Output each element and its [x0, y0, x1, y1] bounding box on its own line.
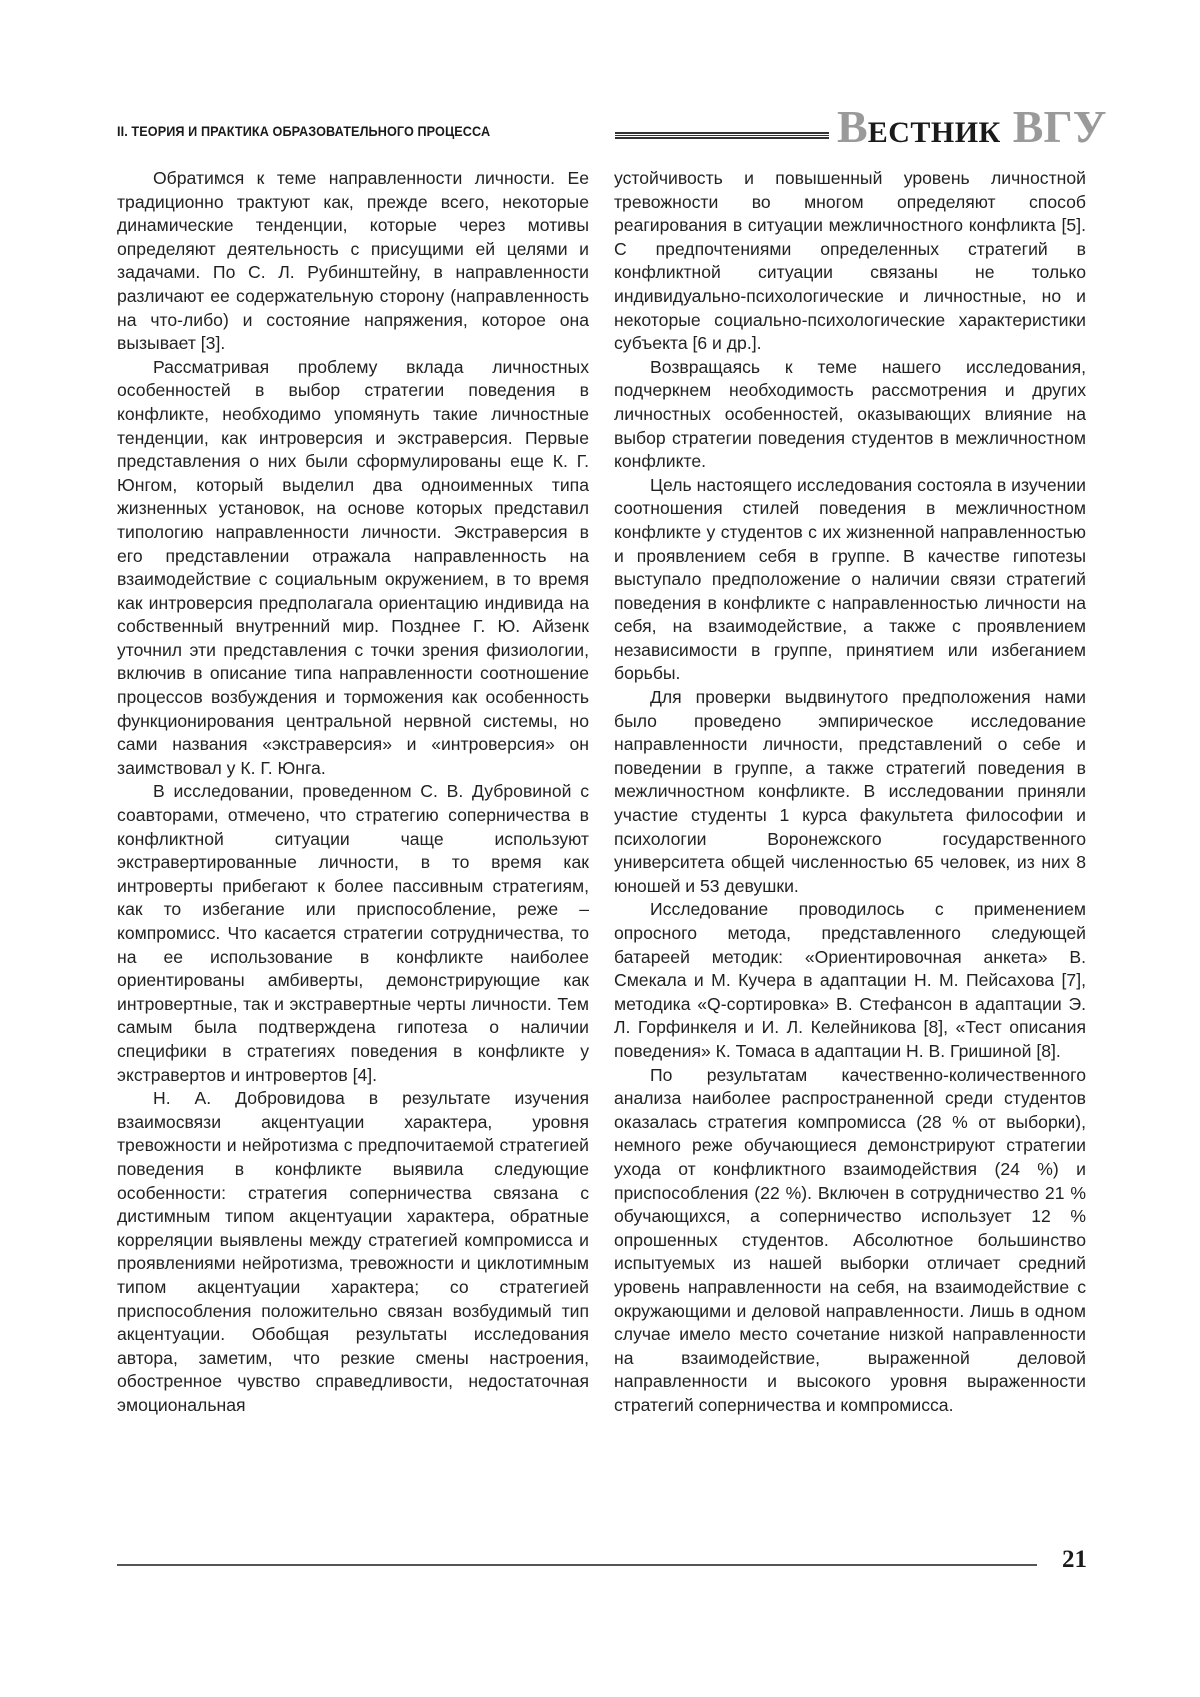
paragraph: Возвращаясь к теме нашего исследования, подчеркнем необходимость рассмотрения и других личностных особенностей, оказывающих влияние на выбор стратегии поведения студентов в межличностном конфликте.: [614, 356, 1086, 472]
footer-rule: [117, 1564, 1037, 1566]
running-header: [117, 101, 1107, 152]
paragraph: Обратимся к теме направленности личности. Ее традиционно трактуют как, прежде всего, некоторые динамические тенденции, которые через мотивы определяют деятельность с присущими ей целями и задачами. По С. Л. Рубинштейну, в направленности различают ее содержательную сторону (направленность на что-либо) и состояние напряжения, которое она вызывает [3].: [117, 168, 589, 354]
paragraph: Исследование проводилось с применением опросного метода, представленного следующей батареей методик: «Ориентировочная анкета» В. Смекала и М. Кучера в адаптации Н. М. Пейсахова [7], методика «Q-сортировка» В. Стефансон в адаптации Э. Л. Горфинкеля и И. Л. Келейникова [8], «Тест описания поведения» К. Томаса в адаптации Н. В. Гришиной [8].: [614, 899, 1086, 1061]
paragraph: В исследовании, проведенном С. В. Дубровиной с соавторами, отмечено, что стратегию соперничества в конфликтной ситуации чаще используют экстравертированные личности, в то время как интроверты прибегают к более пассивным стратегиям, как то избегание или приспособление, реже – компромисс. Что касается стратегии сотрудничества, то на ее использование в конфликте наиболее ориентированы амбиверты, демонстрирующие как интровертные, так и экстравертные черты личности. Тем самым была подтверждена гипотеза о наличии специфики в стратегиях поведения в конфликте у экстравертов и интровертов [4].: [117, 781, 589, 1085]
paragraph: Н. А. Добровидова в результате изучения взаимосвязи акцентуации характера, уровня тревожности и нейротизма с предпочитаемой стратегией поведения в конфликте выявила следующие особенности: стратегия соперничества связана с дистимным типом акцентуации характера, обратные корреляции выявлены между стратегией компромисса и проявлениями нейротизма, тревожности и циклотимным типом акцентуации характера; со стратегией приспособления положительно связан возбудимый тип акцентуации. Обобщая результаты исследования автора, заметим, что резкие смены настроения, обостренное чувство справедливости, недостаточная эмоциональная: [117, 1088, 589, 1415]
header-rule: [615, 132, 829, 139]
journal-logo-rest: ЕСТНИК: [867, 116, 1001, 149]
journal-logo-abbr: ВГУ: [1012, 101, 1107, 152]
left-column: [117, 167, 589, 1417]
paragraph: По результатам качественно-количественного анализа наиболее распространенной среди студентов оказалась стратегия компромисса (28 % от выборки), немного реже обучающиеся демонстрируют стратегии ухода от конфликтного взаимодействия (24 %) и приспособления (22 %). Включен в сотрудничество 21 % обучающихся, а соперничество использует 12 % опрошенных студентов. Абсолютное большинство испытуемых из нашей выборки отличает средний уровень направленности на себя, на взаимодействие с окружающими и деловой направленности. Лишь в одном случае имело место сочетание низкой направленности на взаимодействие, выраженной деловой направленности и высокого уровня выраженности стратегий соперничества и компромисса.: [614, 1064, 1086, 1415]
paragraph: Цель настоящего исследования состояла в изучении соотношения стилей поведения в межличностном конфликте у студентов с их жизненной направленностью и проявлением себя в группе. В качестве гипотезы выступало предположение о наличии связи стратегий поведения в конфликте с направленностью личности на себя, на взаимодействие, а также с проявлением независимости в группе, принятием или избеганием борьбы.: [614, 474, 1086, 684]
journal-logo-initial: В: [837, 101, 868, 152]
right-column: [614, 167, 1086, 1417]
journal-logo: [837, 101, 1107, 152]
section-title: II. ТЕОРИЯ И ПРАКТИКА ОБРАЗОВАТЕЛЬНОГО ПРОЦЕССА: [117, 124, 491, 139]
paragraph-continued: устойчивость и повышенный уровень личностной тревожности во многом определяют способ реагирования в ситуации межличностного конфликта [5]. С предпочтениями определенных стратегий в конфликтной ситуации связаны не только индивидуально-психологические и личностные, но и некоторые социально-психологические характеристики субъекта [6 и др.].: [614, 168, 1086, 354]
paragraph: Рассматривая проблему вклада личностных особенностей в выбор стратегии поведения в конфликте, необходимо упомянуть такие личностные тенденции, как интроверсия и экстраверсия. Первые представления о них были сформулированы еще К. Г. Юнгом, который выделил два одноименных типа жизненных установок, на основе которых представил типологию направленности личности. Экстраверсия в его представлении отражала направленность на взаимодействие с социальным окружением, в то время как интроверсия предполагала ориентацию индивида на собственный внутренний мир. Позднее Г. Ю. Айзенк уточнил эти представления с точки зрения физиологии, включив в описание типа направленности соотношение процессов возбуждения и торможения как особенность функционирования центральной нервной системы, но сами названия «экстраверсия» и «интроверсия» он заимствовал у К. Г. Юнга.: [117, 356, 589, 778]
page-number: 21: [1062, 1546, 1087, 1573]
paragraph: Для проверки выдвинутого предположения нами было проведено эмпирическое исследование направленности личности, представлений о себе и поведении в группе, а также стратегий поведения в межличностном конфликте. В исследовании приняли участие студенты 1 курса факультета философии и психологии Воронежского государственного университета общей численностью 65 человек, из них 8 юношей и 53 девушки.: [614, 687, 1086, 896]
